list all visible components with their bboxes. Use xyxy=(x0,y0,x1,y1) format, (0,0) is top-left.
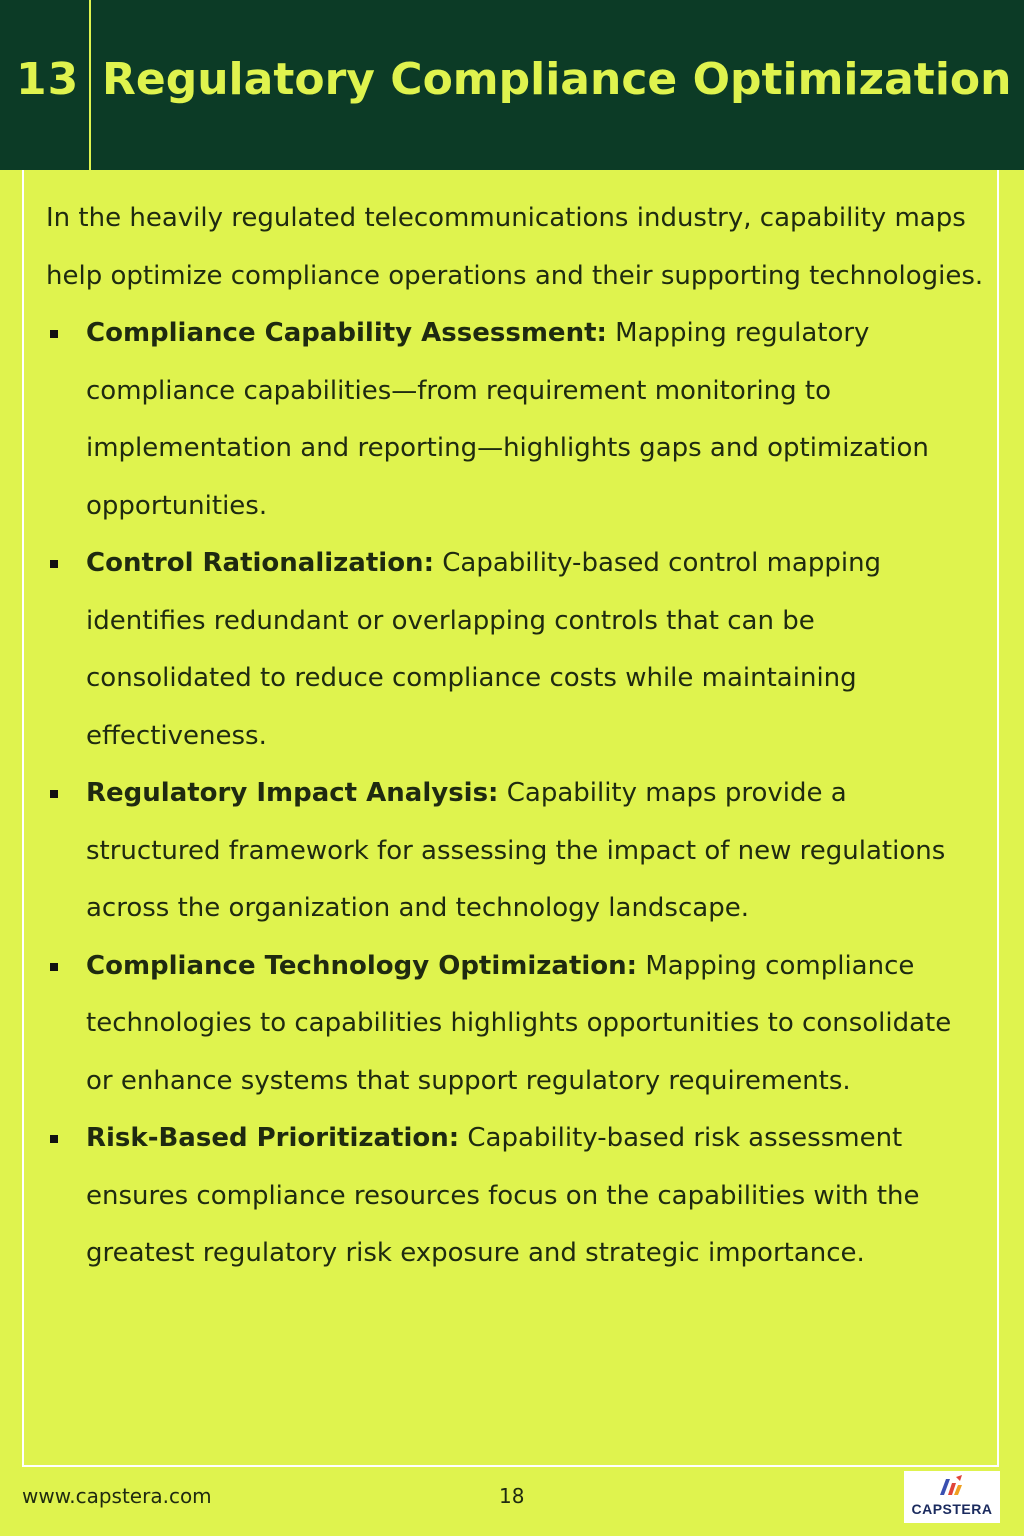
bullet-item xyxy=(46,765,986,938)
bullet-term: Compliance Capability Assessment: xyxy=(86,318,607,348)
page-header xyxy=(0,0,1024,170)
bullet-item xyxy=(46,1110,986,1283)
logo-wordmark: CAPSTERA xyxy=(911,1501,993,1517)
bullet-term: Regulatory Impact Analysis: xyxy=(86,778,499,808)
bullet-item xyxy=(46,305,986,535)
bullet-text: Capability-based risk assessment ensures compliance resources focus on the capabilities with the greatest regulatory risk exposure and strategic importance. xyxy=(86,1123,920,1268)
bullet-term: Control Rationalization: xyxy=(86,548,434,578)
intro-paragraph: In the heavily regulated telecommunications industry, capability maps help optimize compliance operations and their supporting technologies. xyxy=(46,203,984,291)
content-box xyxy=(22,170,999,1467)
header-divider xyxy=(89,0,91,170)
bullet-text: Capability-based control mapping identifies redundant or overlapping controls that can be consolidated to reduce compliance costs while maintaining effectiveness. xyxy=(86,548,882,751)
footer-website-link[interactable]: www.capstera.com xyxy=(22,1484,212,1508)
page-number: 18 xyxy=(499,1484,525,1508)
square-bullet-icon xyxy=(50,790,58,798)
bullet-item xyxy=(46,938,986,1111)
capstera-logo xyxy=(904,1471,1000,1523)
square-bullet-icon xyxy=(50,963,58,971)
square-bullet-icon xyxy=(50,560,58,568)
bullet-text: Capability maps provide a structured framework for assessing the impact of new regulations across the organization and technology landscape. xyxy=(86,778,946,923)
capstera-logo-icon xyxy=(936,1473,968,1501)
bullet-term: Compliance Technology Optimization: xyxy=(86,950,638,981)
bullet-list xyxy=(46,305,986,1283)
square-bullet-icon xyxy=(50,1135,58,1143)
bullet-term: Risk-Based Prioritization: xyxy=(86,1123,460,1153)
page-title: Regulatory Compliance Optimization xyxy=(102,54,1012,105)
bullet-text: Mapping compliance technologies to capabilities highlights opportunities to consolidate or enhance systems that support regulatory requirements. xyxy=(86,950,952,1096)
square-bullet-icon xyxy=(50,330,58,338)
text-area xyxy=(46,190,986,1283)
bullet-text: Mapping regulatory compliance capabilities—from requirement monitoring to implementation and reporting—highlights gaps and optimization opportunities. xyxy=(86,318,929,521)
bullet-item xyxy=(46,535,986,765)
section-number: 13 xyxy=(16,54,80,105)
